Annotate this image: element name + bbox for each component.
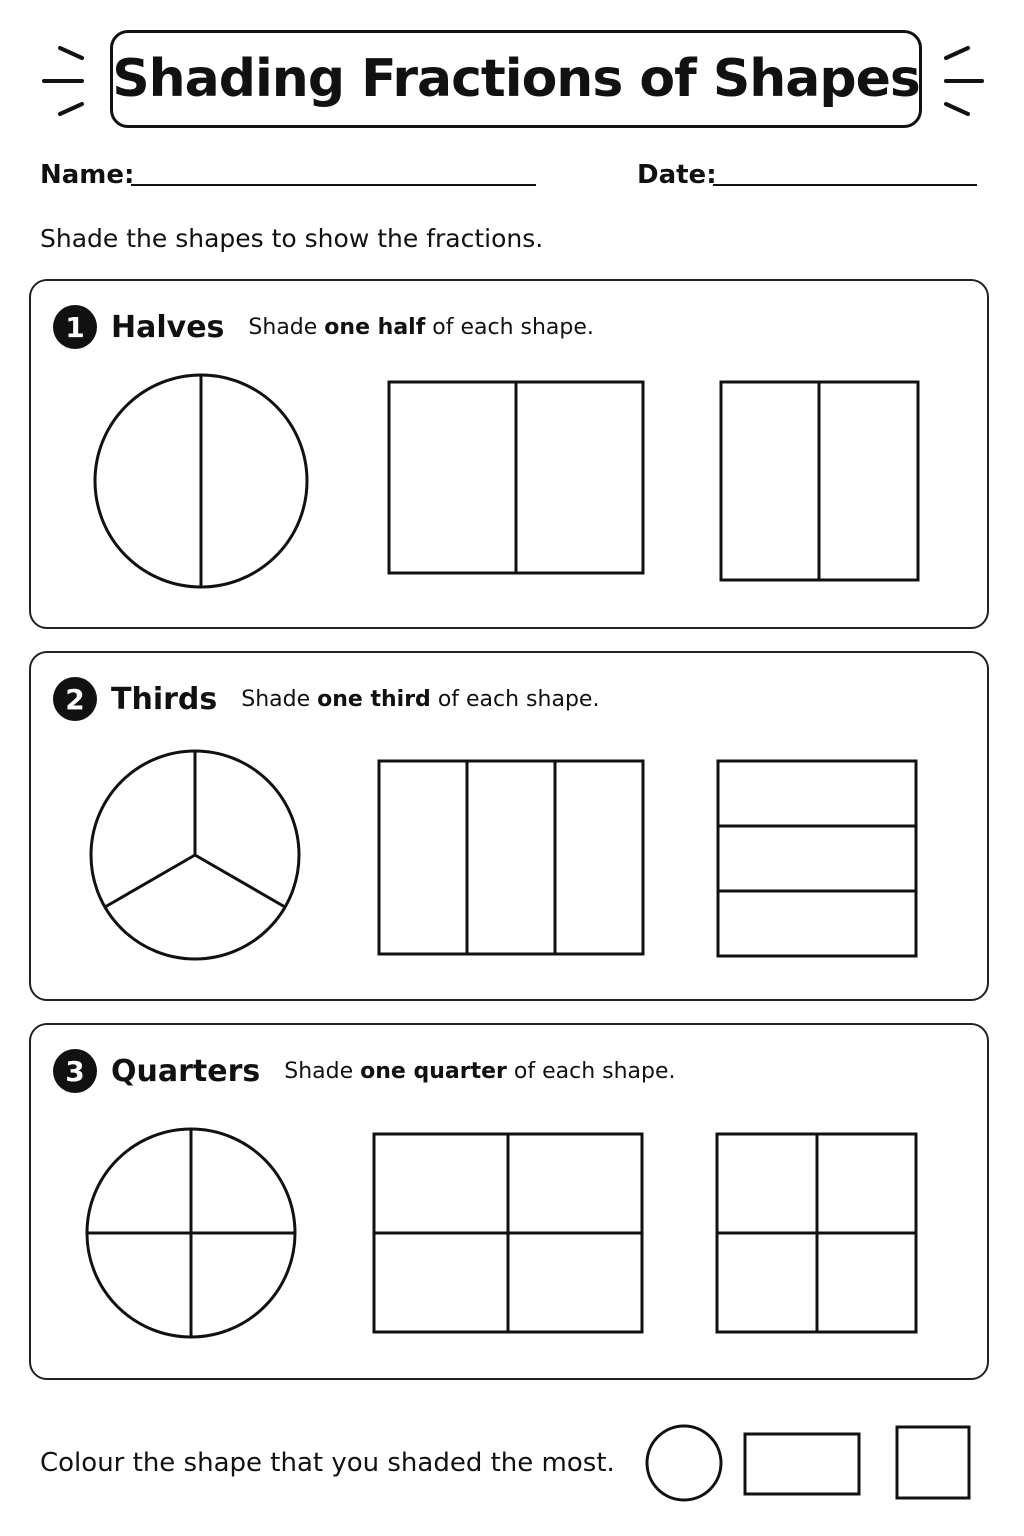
section-title: Quarters [111,1053,261,1089]
section-instruction: Shade one third of each shape. [241,686,600,712]
thirds-rectangle[interactable] [379,761,643,954]
halves-circle[interactable] [95,375,307,587]
thirds-square[interactable] [718,761,916,956]
halves-rectangle[interactable] [389,382,643,573]
quarters-circle[interactable] [87,1129,295,1337]
footer-rectangle[interactable] [745,1434,859,1494]
date-field[interactable] [713,184,977,186]
name-field[interactable] [131,184,536,186]
title-area [0,0,1024,140]
thirds-circle[interactable] [91,751,299,959]
section-title: Thirds [111,681,218,717]
page-title: Shading Fractions of Shapes [112,49,920,109]
footer-circle[interactable] [647,1426,721,1500]
footer-square[interactable] [897,1427,969,1498]
section-number-badge: 2 [53,677,97,721]
quarters-square[interactable] [717,1134,916,1332]
section-thirds [29,651,989,1001]
section-instruction: Shade one quarter of each shape. [284,1058,676,1084]
instructions-text: Shade the shapes to show the fractions. [40,224,544,253]
section-number-badge: 3 [53,1049,97,1093]
sparkle-lines-left-icon [38,40,88,120]
section-halves [29,279,989,629]
section-title: Halves [111,309,225,345]
quarters-rectangle[interactable] [374,1134,642,1332]
section-instruction: Shade one half of each shape. [248,314,594,340]
sparkle-lines-right-icon [940,40,990,120]
name-label: Name: [40,160,135,190]
footer-instruction: Colour the shape that you shaded the most. [40,1448,615,1478]
halves-square[interactable] [721,382,918,580]
title-banner [110,30,922,128]
section-number-badge: 1 [53,305,97,349]
section-quarters [29,1023,989,1380]
date-label: Date: [637,160,717,190]
